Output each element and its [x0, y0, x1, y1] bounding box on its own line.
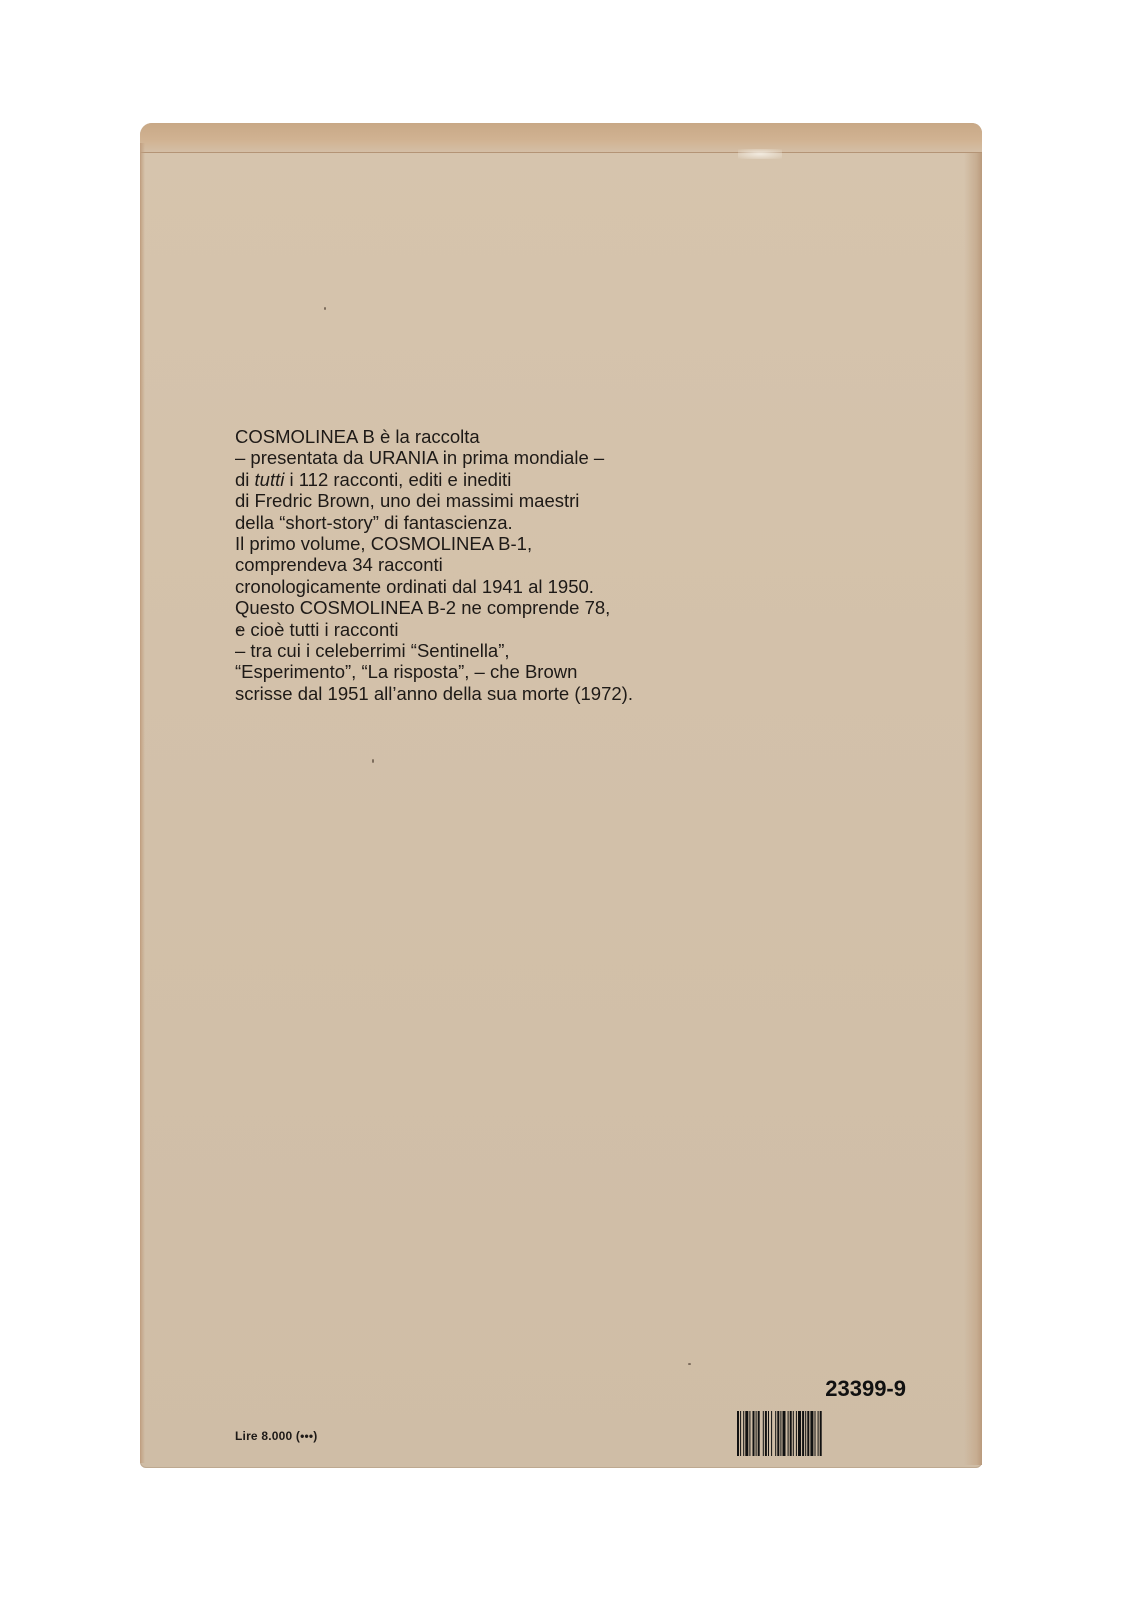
cover-top-edge [140, 123, 982, 153]
blurb-segment: di Fredric Brown, uno dei massimi maestri [235, 490, 580, 512]
blurb-segment: – presentata da URANIA in prima mondiale – [235, 447, 605, 469]
blurb-segment: di [235, 468, 255, 490]
paper-speck [372, 759, 374, 763]
cover-left-edge [140, 143, 145, 1463]
blurb-line [235, 447, 633, 468]
blurb-line [235, 490, 633, 511]
blurb-line [235, 576, 633, 597]
blurb-line [235, 512, 633, 533]
blurb-line [235, 683, 633, 704]
blurb-segment: – tra cui i celeberrimi “Sentinella”, [235, 640, 510, 662]
cover-right-edge [964, 153, 982, 1465]
paper-speck [688, 1363, 691, 1365]
book-back-cover [140, 123, 982, 1468]
blurb-line [235, 554, 633, 575]
paper-speck [324, 307, 326, 310]
blurb-segment: “Esperimento”, “La risposta”, – che Brown [235, 661, 578, 683]
cover-wear-mark [738, 149, 782, 159]
price-label: Lire 8.000 (•••) [235, 1429, 318, 1443]
blurb-segment: Il primo volume, COSMOLINEA B-1, [235, 533, 533, 555]
blurb-segment: COSMOLINEA B è la raccolta [235, 426, 480, 447]
blurb-line [235, 597, 633, 618]
blurb-line [235, 661, 633, 682]
blurb-segment: e cioè tutti i racconti [235, 618, 399, 640]
blurb-segment: comprendeva 34 racconti [235, 554, 443, 576]
blurb-line [235, 640, 633, 661]
blurb-segment: Questo COSMOLINEA B-2 ne comprende 78, [235, 597, 611, 619]
blurb-line [235, 469, 633, 490]
blurb-text [235, 426, 633, 704]
blurb-segment: cronologicamente ordinati dal 1941 al 1950. [235, 575, 594, 597]
blurb-segment: della “short-story” di fantascienza. [235, 511, 513, 533]
blurb-line [235, 619, 633, 640]
blurb-segment: scrisse dal 1951 all’anno della sua morte (1972). [235, 682, 633, 704]
blurb-segment: i 112 racconti, editi e inediti [284, 468, 512, 490]
blurb-emphasis: tutti [254, 468, 285, 490]
catalog-code: 23399-9 [825, 1376, 906, 1401]
cover-top-edge-line [140, 152, 982, 153]
barcode-icon [737, 1411, 905, 1456]
blurb-line [235, 533, 633, 554]
blurb-line [235, 426, 633, 447]
